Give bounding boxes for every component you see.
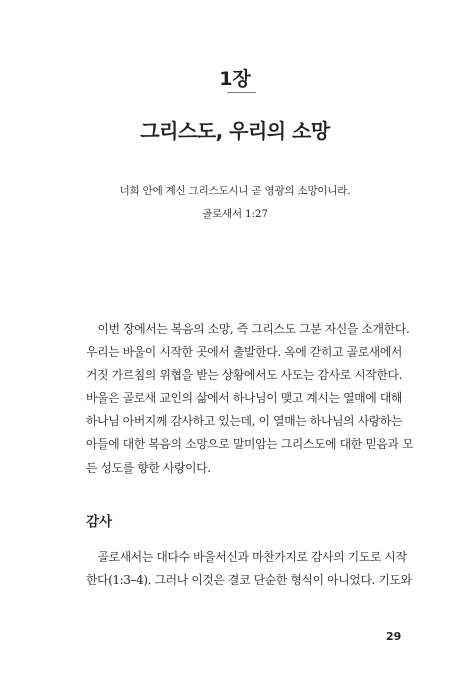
intro-paragraph [86,318,414,480]
text-line: 든 성도를 향한 사랑이다. [86,460,211,475]
chapter-divider [227,92,256,93]
text-line: 하나님 아버지께 감사하고 있는데, 이 열매는 하나님의 사랑하는 [86,414,403,429]
epigraph-reference: 골로새서 1:27 [202,208,268,220]
text-line: 골로새서는 대다수 바울서신과 마찬가지로 감사의 기도로 시작 [86,550,407,564]
text-line: 바울은 골로새 교인의 삶에서 하나님이 맺고 계시는 열매에 대해 [86,391,403,406]
text-line: 아들에 대한 복음의 소망으로 말미암는 그리스도에 대한 믿음과 모 [86,437,414,452]
text-line: 한다(1:3–4). 그러나 이것은 결코 단순한 형식이 아니었다. 기도와 [86,573,412,588]
section-heading: 감사 [86,514,113,530]
section-paragraph [86,546,412,592]
text-line: 거짓 가르침의 위협을 받는 상황에서도 사도는 감사로 시작한다. [86,368,403,383]
text-line: 우리는 바울이 시작한 곳에서 출발한다. 옥에 갇히고 골로새에서 [86,345,403,360]
epigraph-quote: 너희 안에 계신 그리스도시니 곧 영광의 소망이니라. [119,185,351,197]
chapter-number: 1장 [219,68,251,90]
text-line: 이번 장에서는 복음의 소망, 즉 그리스도 그분 자신을 소개한다. [86,322,410,336]
page-number: 29 [386,630,402,643]
chapter-title: 그리스도, 우리의 소망 [140,119,330,143]
